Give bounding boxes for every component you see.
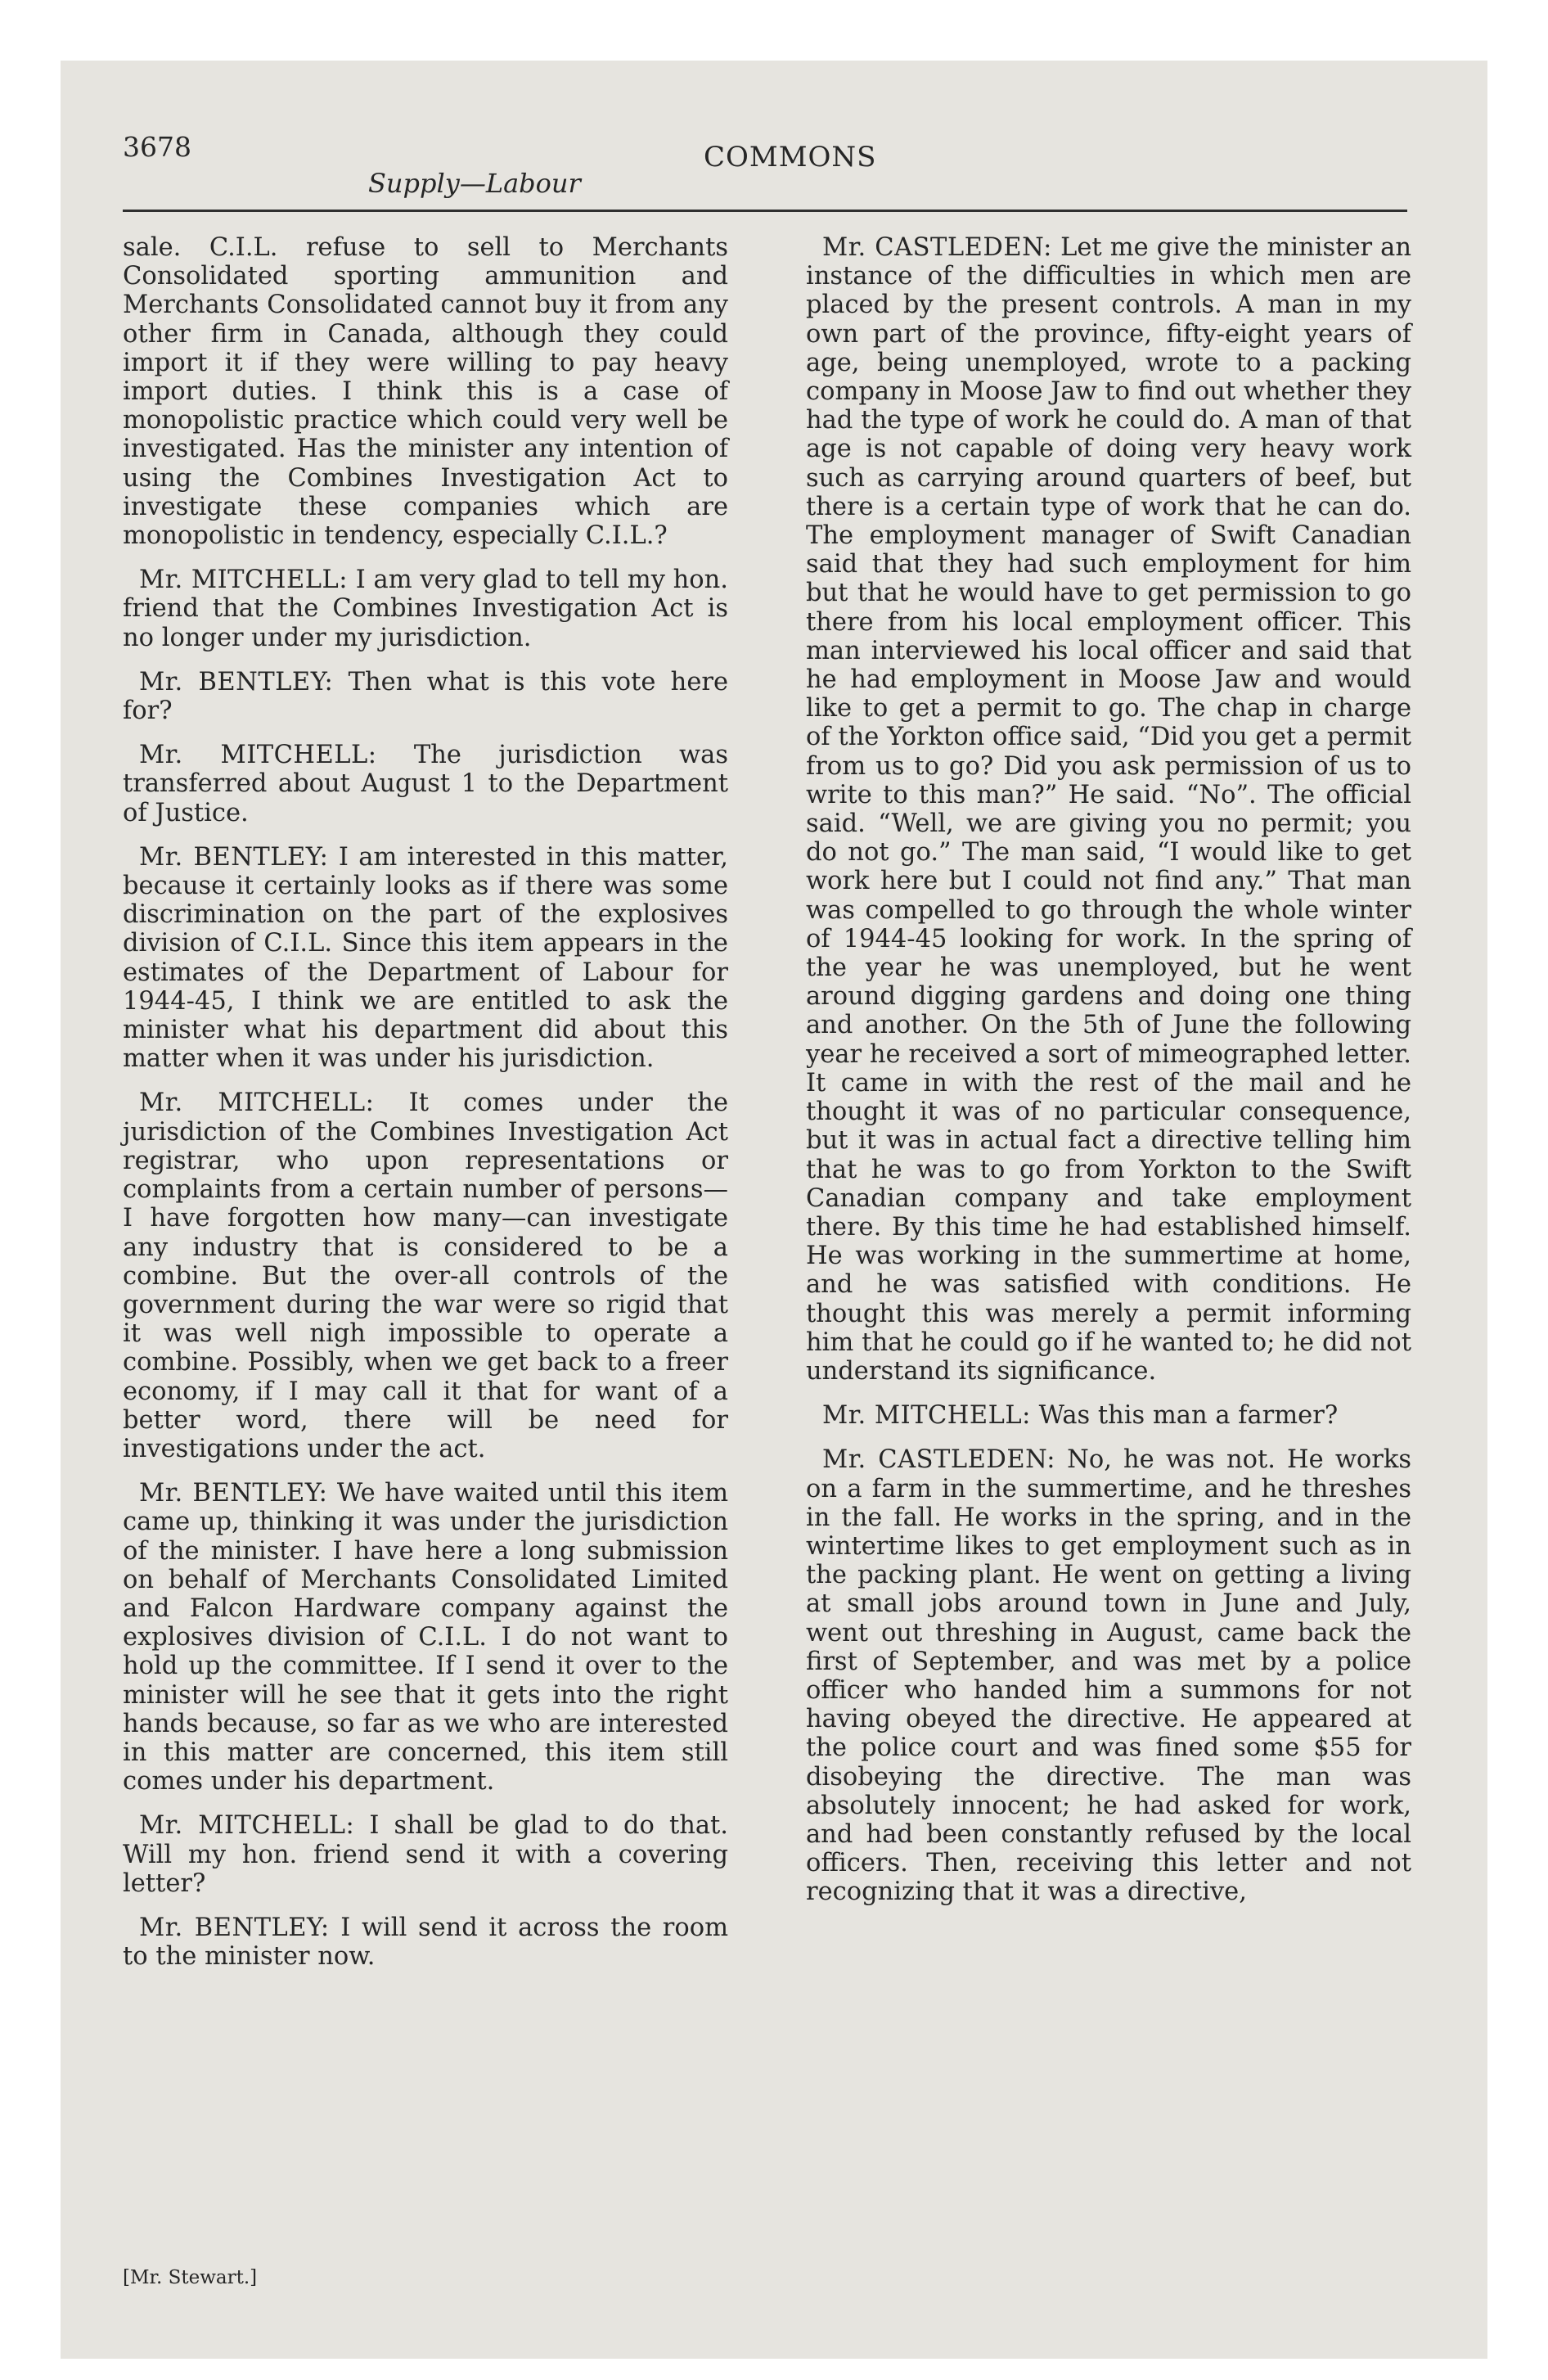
paragraph-text: Was this man a farmer? — [1038, 1401, 1339, 1431]
paragraph — [123, 843, 728, 1074]
paragraph — [123, 668, 728, 725]
paragraph-text: It comes under the jurisdiction of the Combines Investigation Act registrar, who upon representations or complaints from a certain number of persons—I have forgotten how many—can investigate any industry that is considered to be a combine. But the over-all controls of the government during the war were so rigid that it was well nigh impossible to operate a combine. Possibly, when we get back to a freer economy, if I may call it that for want of a better word, there will be need for investigations under the act. — [123, 1089, 728, 1463]
paragraph — [123, 566, 728, 652]
paragraph — [806, 1401, 1411, 1430]
footer-note: [Mr. Stewart.] — [123, 2267, 258, 2288]
paragraph — [123, 1913, 728, 1971]
speaker-name: Mr. MITCHELL: — [139, 1089, 375, 1118]
paragraph — [123, 741, 728, 827]
speaker-name: Mr. BENTLEY: — [139, 1913, 330, 1942]
paragraph-text: I shall be glad to do that. Will my hon. friend send it with a covering letter? — [123, 1811, 729, 1898]
section-heading: Supply—Labour — [368, 168, 581, 199]
paragraph-text: No, he was not. He works on a farm in the summertime, and he threshes in the fall. He works in the spring, and in the wintertime likes to get employment such as in the packing plant. He went on getting a living at small jobs around town in June and July, went out threshing in August, came back the first of September, and was met by a police officer who handed him a summons for not having obeyed the directive. He appeared at the police court and was fined some $55 for disobeying the directive. The man was absolutely innocent; he had asked for work, and had been constantly refused by the local officers. Then, receiving this letter and not recognizing that it was a directive, — [806, 1445, 1411, 1907]
paragraph-text: I will send it across the room to the minister now. — [123, 1913, 728, 1972]
paragraph-text: We have waited until this item came up, thinking it was under the jurisdiction of the minister. I have here a long submission on behalf of Merchants Consolidated Limited and Falcon Hardware company against the explosives division of C.I.L. I do not want to hold up the committee. If I send it over to the minister will he see that it gets into the right hands because, so far as we who are interested in this matter are concerned, this item still comes under his department. — [123, 1479, 728, 1796]
speaker-name: Mr. MITCHELL: — [139, 566, 348, 595]
speaker-name: Mr. BENTLEY: — [139, 1479, 328, 1508]
speaker-name: Mr. BENTLEY: — [139, 842, 329, 872]
paragraph — [123, 233, 728, 550]
paragraph — [123, 1811, 728, 1898]
paragraph — [123, 1089, 728, 1463]
page-title: COMMONS — [704, 141, 877, 174]
paragraph-text: The jurisdiction was transferred about August 1 to the Department of Justice. — [123, 741, 728, 827]
page-number: 3678 — [123, 131, 191, 163]
paragraph — [123, 1479, 728, 1796]
speaker-name: Mr. CASTLEDEN: — [822, 233, 1052, 262]
paragraph-text: Then what is this vote here for? — [123, 667, 729, 726]
speaker-name: Mr. BENTLEY: — [139, 667, 334, 696]
right-column — [806, 233, 1411, 1922]
paragraph — [806, 233, 1411, 1386]
paragraph-text: Let me give the minister an instance of the difficulties in which men are placed by the present controls. A man in my own part of the province, fifty-eight years of age, being unemployed, wrote to a packing company in Moose Jaw to find out whether they had the type of work he could do. A man of that age is not capable of doing very heavy work such as carrying around quarters of beef, but there is a certain type of work that he can do. The employment manager of Swift Canadian said that they had such employment for him but that he would have to get permission to go there from his local employment officer. This man interviewed his local officer and said that he had employment in Moose Jaw and would like to get a permit to go. The chap in charge of the Yorkton office said, “Did you get a permit from us to go? Did you ask permission of us to write to this man?” He said. “No”. The official said. “Well, we are giving you no permit; you do not go.” The man said, “I would like to get work here but I could not find any.” That man was compelled to go through the whole winter of 1944-45 looking for work. In the spring of the year he was unemployed, but he went around digging gardens and doing one thing and another. On the 5th of June the following year he received a sort of mimeographed letter. It came in with the rest of the mail and he thought it was of no particular consequence, but it was in actual fact a directive telling him that he was to go from Yorkton to the Swift Canadian company and take employment there. By this time he had established himself. He was working in the summertime at home, and he was satisfied with conditions. He thought this was merely a permit informing him that he could go if he wanted to; he did not understand its significance. — [806, 233, 1411, 1386]
paragraph-text: sale. C.I.L. refuse to sell to Merchants Consolidated sporting ammunition and Merchants Consolidated cannot buy it from any other firm in Canada, although they could import it if they were willing to pay heavy import duties. I think this is a case of monopolistic practice which could very well be investigated. Has the minister any intention of using the Combines Investigation Act to investigate these companies which are monopolistic in tendency, especially C.I.L.? — [123, 233, 728, 551]
hansard-page — [123, 131, 1411, 2288]
left-column — [123, 233, 728, 1986]
speaker-name: Mr. CASTLEDEN: — [822, 1445, 1056, 1475]
paragraph — [806, 1445, 1411, 1906]
speaker-name: Mr. MITCHELL: — [139, 741, 377, 770]
paragraph-text: I am very glad to tell my hon. friend that the Combines Investigation Act is no longer under my jurisdiction. — [123, 566, 729, 652]
header-rule — [123, 210, 1407, 212]
speaker-name: Mr. MITCHELL: — [139, 1811, 355, 1841]
speaker-name: Mr. MITCHELL: — [822, 1401, 1031, 1431]
paragraph-text: I am interested in this matter, because it certainly looks as if there was some discrimination on the part of the explosives division of C.I.L. Since this item appears in the estimates of the Department of Labour for 1944-45, I think we are entitled to ask the minister what his department did about this matter when it was under his jurisdiction. — [123, 842, 729, 1074]
